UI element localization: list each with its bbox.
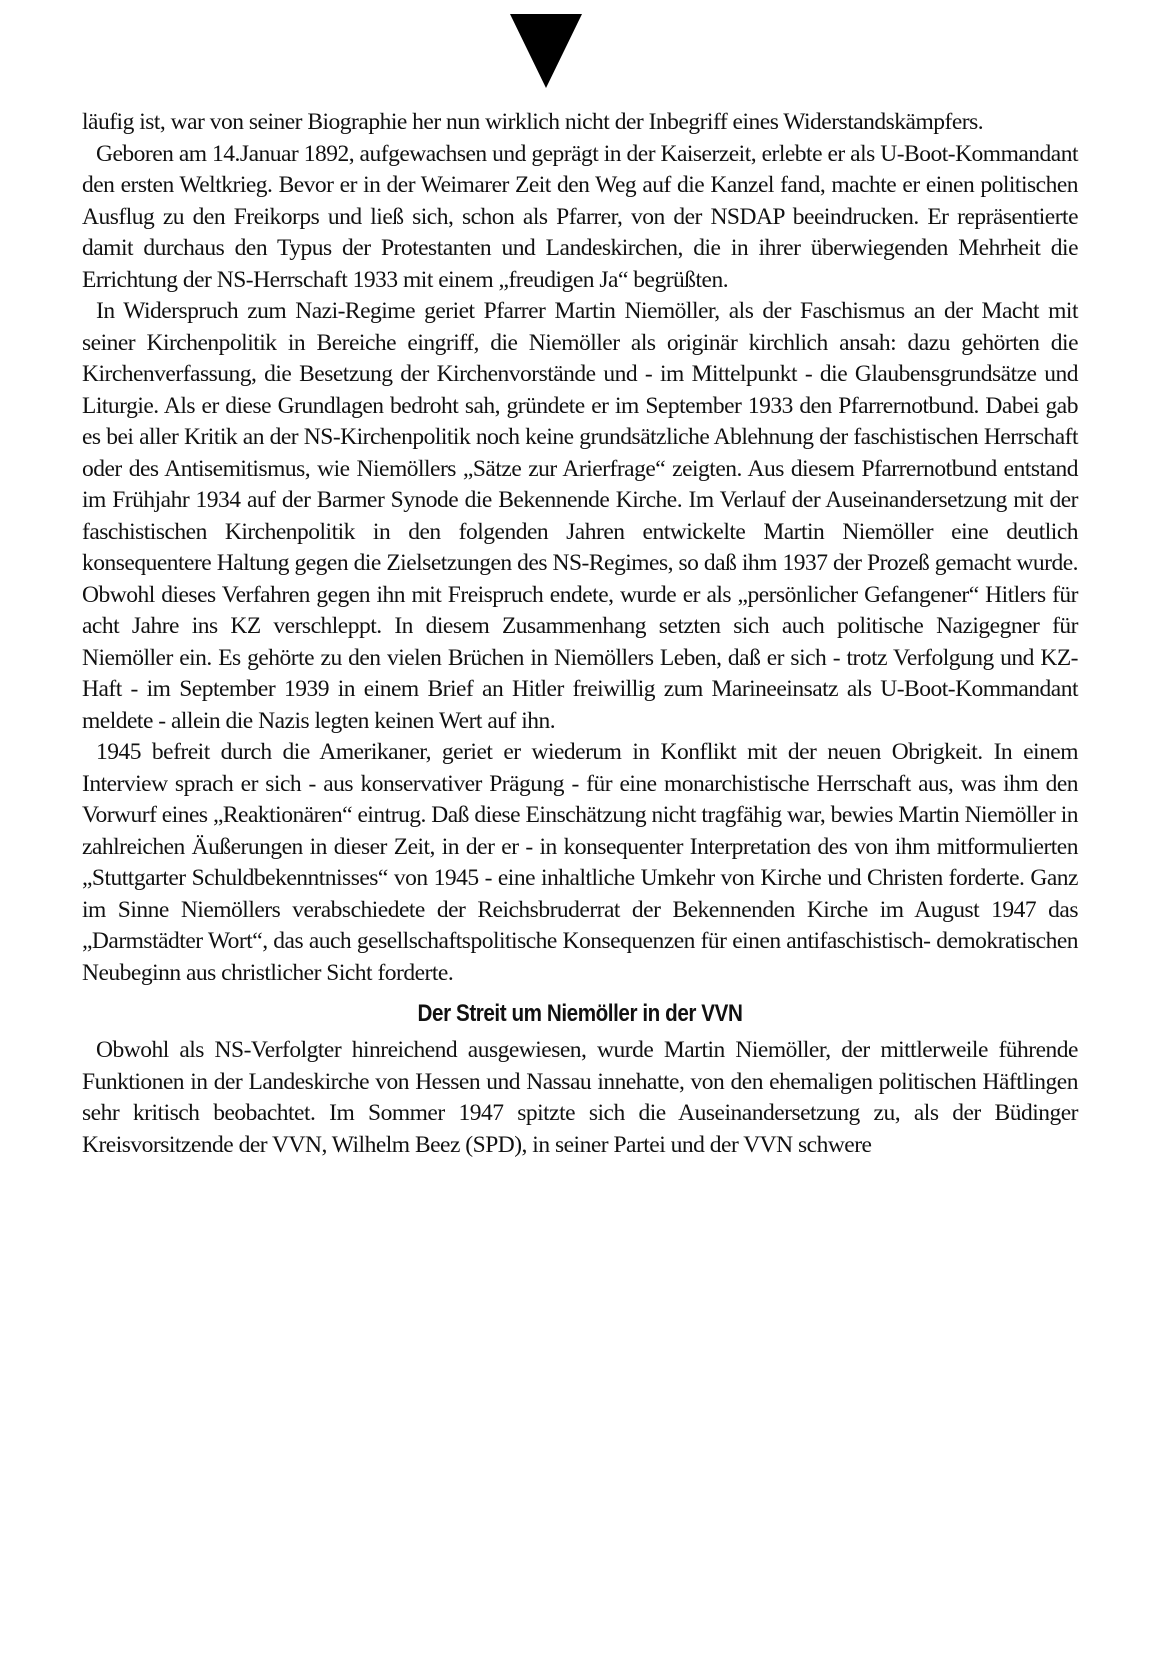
triangle-marker-icon [510,14,582,88]
paragraph-continuation: läufig ist, war von seiner Biographie her nun wirklich nicht der Inbegriff eines Widerstandskämpfers. [82,109,984,135]
paragraph-vvn-dispute: Obwohl als NS-Verfolgter hinreichend ausgewiesen, wurde Martin Niemöller, der mittlerweile führende Funktionen in der Landeskirche von Hessen und Nassau innehatte, von den ehemaligen politischen Häftlingen sehr kritisch beobachtet. Im Sommer 1947 spitzte sich die Auseinandersetzung zu, als der Büdinger Kreisvorsitzende der VVN, Wilhelm Beez (SPD), in seiner Partei und der VVN schwere [82,1037,1078,1158]
paragraph-postwar: 1945 befreit durch die Amerikaner, geriet er wiederum in Konflikt mit der neuen Obrigkeit. In einem Interview sprach er sich - aus konservativer Prägung - für eine monarchistische Herrschaft aus, was ihm den Vorwurf eines „Reaktionären“ eintrug. Daß diese Einschätzung nicht tragfähig war, bewies Martin Niemöller in zahlreichen Äußerungen in dieser Zeit, in der er - in konsequenter Interpretation des von ihm mitformulierten „Stuttgarter Schuldbekenntnisses“ von 1945 - eine inhaltliche Umkehr von Kirche und Christen forderte. Ganz im Sinne Niemöllers verabschiedete der Reichsbruderrat der Bekennenden Kirche im August 1947 das „Darmstädter Wort“, das auch gesellschaftspolitische Konsequenzen für einen antifaschistisch- demokratischen Neubeginn aus christlicher Sicht forderte. [82,739,1078,986]
paragraph-birth: Geboren am 14.Januar 1892, aufgewachsen und geprägt in der Kaiserzeit, erlebte er als U-Boot-Kommandant den ersten Weltkrieg. Bevor er in der Weimarer Zeit den Weg auf die Kanzel fand, machte er einen politischen Ausflug zu den Freikorps und ließ sich, schon als Pfarrer, von der NSDAP beeindrucken. Er repräsentierte damit durchaus den Typus der Protestanten und Landeskirchen, die in ihrer überwiegenden Mehrheit die Errichtung der NS-Herrschaft 1933 mit einem „freudigen Ja“ begrüßten. [82,140,1078,293]
text-column [82,107,1078,1161]
paragraph-resistance: In Widerspruch zum Nazi-Regime geriet Pfarrer Martin Niemöller, als der Faschismus an der Macht mit seiner Kirchenpolitik in Bereiche eingriff, die Niemöller als originär kirchlich ansah: dazu gehörten die Kirchenverfassung, die Besetzung der Kirchenvorstände und - im Mittelpunkt - die Glaubensgrundsätze und Liturgie. Als er diese Grundlagen bedroht sah, gründete er im September 1933 den Pfarrernotbund. Dabei gab es bei aller Kritik an der NS-Kirchenpolitik noch keine grundsätzliche Ablehnung der faschistischen Herrschaft oder des Antisemitismus, wie Niemöllers „Sätze zur Arierfrage“ zeigten. Aus diesem Pfarrernotbund entstand im Frühjahr 1934 auf der Barmer Synode die Bekennende Kirche. Im Verlauf der Auseinandersetzung mit der faschistischen Kirchenpolitik in den folgenden Jahren entwickelte Martin Niemöller eine deutlich konsequentere Haltung gegen die Zielsetzungen des NS-Regimes, so daß ihm 1937 der Prozeß gemacht wurde. Obwohl dieses Verfahren gegen ihn mit Freispruch endete, wurde er als „persönlicher Gefangener“ Hitlers für acht Jahre ins KZ verschleppt. In diesem Zusammenhang setzten sich auch politische Nazigegner für Niemöller ein. Es gehörte zu den vielen Brüchen in Niemöllers Leben, daß er sich - trotz Verfolgung und KZ-Haft - im September 1939 in einem Brief an Hitler freiwillig zum Marineeinsatz als U-Boot-Kommandant meldete - allein die Nazis legten keinen Wert auf ihn. [82,298,1078,734]
section-heading: Der Streit um Niemöller in der VVN [417,1000,743,1027]
